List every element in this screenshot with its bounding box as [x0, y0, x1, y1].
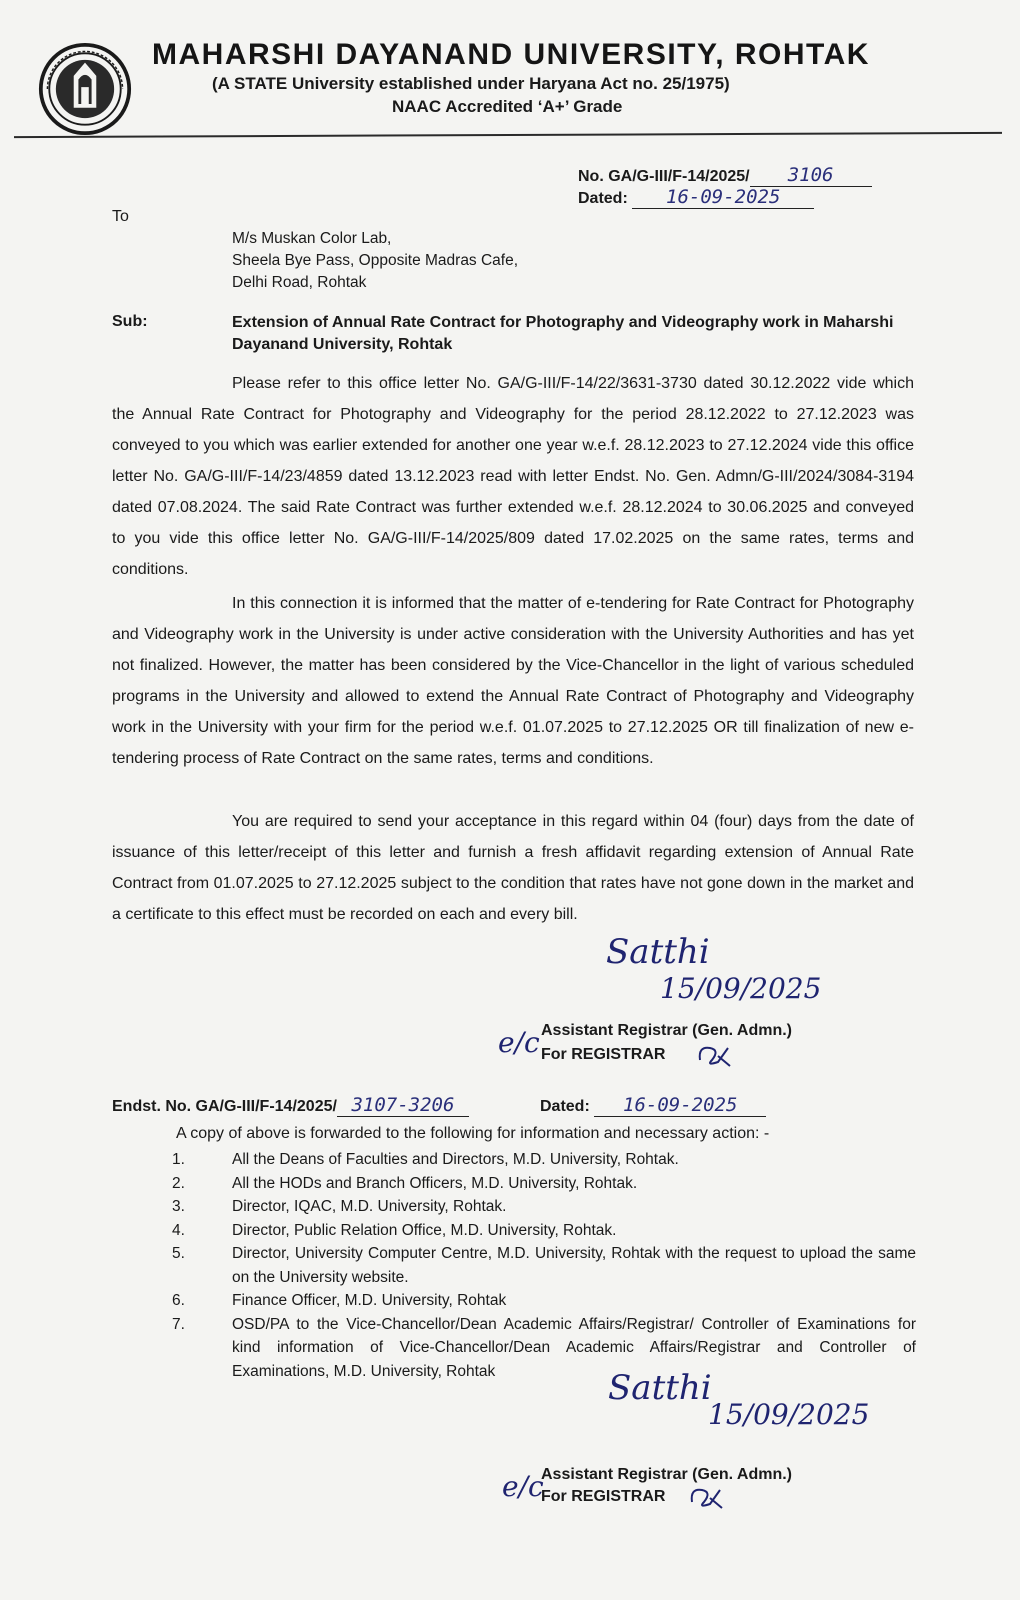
accreditation-line: NAAC Accredited ‘A+’ Grade	[392, 97, 623, 116]
list-item	[172, 1148, 916, 1172]
endorsement-date-label: Dated:	[540, 1098, 590, 1115]
initial-mark-icon	[694, 1040, 734, 1070]
university-subtitle: (A STATE University established under Haryana Act no. 25/1975)	[212, 74, 730, 93]
list-item-number: 4.	[172, 1221, 185, 1239]
to-label: To	[112, 208, 129, 225]
list-item-number: 1.	[172, 1151, 185, 1168]
list-item-number: 2.	[172, 1174, 185, 1192]
copy-forward-intro: A copy of above is forwarded to the following for information and necessary action: -	[176, 1125, 770, 1142]
endorsement-number	[112, 1094, 469, 1117]
list-item-text: OSD/PA to the Vice-Chancellor/Dean Academic Affairs/Registrar/ Controller of Examinations for kind information of Vice-Chancellor/Dean Academic Affairs/Registrar and Controller of Examinations, M.D. University, Rohtak	[232, 1315, 916, 1380]
ec-mark: e/c	[498, 1026, 540, 1059]
header-divider	[14, 132, 1002, 138]
list-item-number: 5.	[172, 1245, 185, 1262]
university-name: MAHARSHI DAYANAND UNIVERSITY, ROHTAK	[152, 38, 870, 71]
list-item-number: 7.	[172, 1315, 185, 1333]
signatory-for: For REGISTRAR	[541, 1488, 666, 1505]
list-item-text: Director, Public Relation Office, M.D. University, Rohtak.	[232, 1221, 617, 1239]
list-item	[172, 1289, 916, 1313]
reference-number-label: No. GA/G-III/F-14/2025/	[578, 168, 750, 185]
signature-date-handwritten: 15/09/2025	[708, 1398, 870, 1431]
list-item	[172, 1313, 916, 1384]
endorsement-date	[540, 1094, 766, 1117]
body-paragraph: You are required to send your acceptance in this regard within 04 (four) days from the date of issuance of this letter/receipt of this letter and furnish a fresh affidavit regarding extension of Annual Rate Contract from 01.07.2025 to 27.12.2025 subject to the condition that rates have not gone down in the market and a certificate to this effect must be recorded on each and every bill.	[112, 813, 914, 923]
reference-date	[578, 186, 814, 209]
subject-text: Extension of Annual Rate Contract for Photography and Videography work in Maharshi Dayanand University, Rohtak	[232, 314, 894, 353]
endorsement-number-handwritten: 3107-3206	[337, 1094, 469, 1117]
reference-number-handwritten: 3106	[750, 164, 872, 187]
list-item	[172, 1242, 916, 1289]
university-seal-icon	[38, 42, 132, 136]
list-item-text: Director, University Computer Centre, M.D. University, Rohtak with the request to upload the same on the University website.	[232, 1245, 916, 1286]
reference-date-handwritten: 16-09-2025	[632, 186, 814, 209]
list-item	[172, 1219, 916, 1243]
recipient-line: Sheela Bye Pass, Opposite Madras Cafe,	[232, 252, 519, 269]
body-paragraph: Please refer to this office letter No. GA/G-III/F-14/22/3631-3730 dated 30.12.2022 vide which the Annual Rate Contract for Photography and Videography for the period 28.12.2022 to 27.12.2023 was conveyed to you which was earlier extended for another one year w.e.f. 28.12.2023 to 27.12.2024 vide this office letter No. GA/G-III/F-14/23/4859 dated 13.12.2023 read with letter Endst. No. Gen. Admn/G-III/2024/3084-3194 dated 07.08.2024. The said Rate Contract was further extended w.e.f. 28.12.2024 to 30.06.2025 and conveyed to you vide this office letter No. GA/G-III/F-14/2025/809 dated 17.02.2025 on the same rates, terms and conditions.	[112, 375, 914, 578]
body-paragraph: In this connection it is informed that the matter of e-tendering for Rate Contract for Photography and Videography work in the University is under active consideration with the University Authorities and has yet not finalized. However, the matter has been considered by the Vice-Chancellor in the light of various scheduled programs in the University and allowed to extend the Annual Rate Contract of Photography and Videography work in the University with your firm for the period w.e.f. 01.07.2025 to 27.12.2025 OR till finalization of new e-tendering process of Rate Contract on the same rates, terms and conditions.	[112, 595, 914, 767]
list-item-text: Director, IQAC, M.D. University, Rohtak.	[232, 1198, 507, 1215]
list-item-text: Finance Officer, M.D. University, Rohtak	[232, 1292, 507, 1309]
endorsement-date-handwritten: 16-09-2025	[594, 1094, 766, 1117]
signatory-for: For REGISTRAR	[541, 1046, 666, 1063]
list-item-text: All the Deans of Faculties and Directors, M.D. University, Rohtak.	[232, 1151, 679, 1168]
reference-date-label: Dated:	[578, 190, 628, 207]
list-item-number: 3.	[172, 1198, 185, 1215]
signature-date-handwritten: 15/09/2025	[660, 972, 822, 1005]
signatory-title: Assistant Registrar (Gen. Admn.)	[541, 1022, 793, 1039]
endorsement-number-label: Endst. No. GA/G-III/F-14/2025/	[112, 1098, 337, 1115]
signatory-title: Assistant Registrar (Gen. Admn.)	[541, 1466, 793, 1483]
subject-label: Sub:	[112, 313, 148, 330]
signature-handwritten: Satthi	[606, 932, 710, 972]
recipient-line: Delhi Road, Rohtak	[232, 274, 367, 291]
signature-handwritten: Satthi	[608, 1368, 712, 1408]
list-item	[172, 1172, 916, 1196]
list-item-text: All the HODs and Branch Officers, M.D. University, Rohtak.	[232, 1174, 638, 1192]
ec-mark: e/c	[502, 1470, 544, 1503]
initial-mark-icon	[686, 1482, 726, 1512]
reference-number	[578, 164, 872, 187]
recipient-line: M/s Muskan Color Lab,	[232, 230, 392, 247]
distribution-list	[172, 1148, 916, 1383]
list-item	[172, 1195, 916, 1219]
list-item-number: 6.	[172, 1292, 185, 1309]
